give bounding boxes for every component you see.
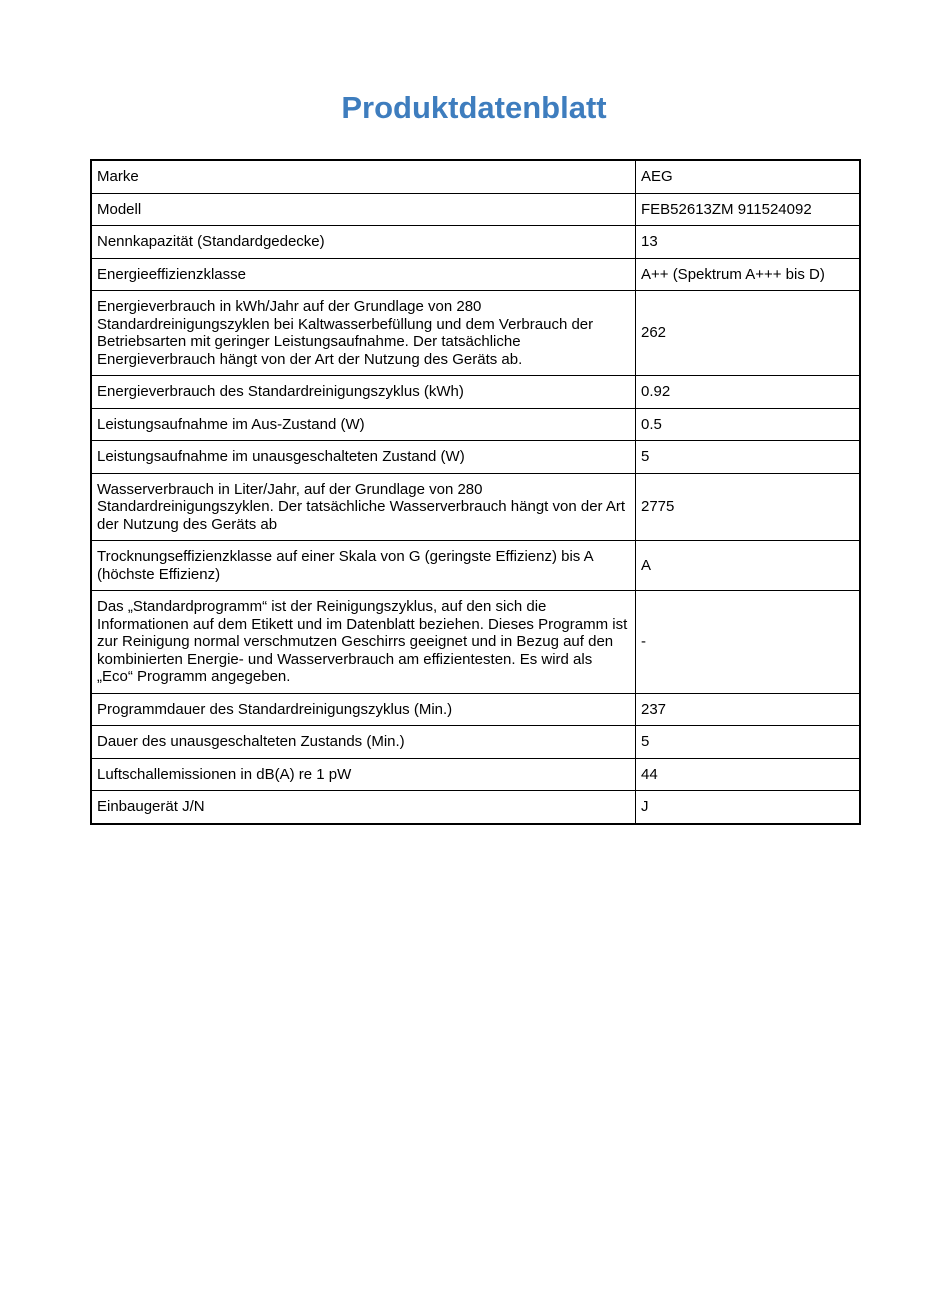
property-label: Dauer des unausgeschalteten Zustands (Min.): [91, 726, 636, 759]
property-value: FEB52613ZM 911524092: [636, 193, 861, 226]
table-row: [91, 591, 860, 694]
property-label: Nennkapazität (Standardgedecke): [91, 226, 636, 259]
property-value: 5: [636, 726, 861, 759]
page-title: Produktdatenblatt: [341, 90, 607, 125]
table-row: [91, 160, 860, 193]
table-row: [91, 726, 860, 759]
property-value: 44: [636, 758, 861, 791]
property-value: 5: [636, 441, 861, 474]
table-row: [91, 441, 860, 474]
table-row: [91, 758, 860, 791]
property-label: Leistungsaufnahme im unausgeschalteten Zustand (W): [91, 441, 636, 474]
property-value: 0.5: [636, 408, 861, 441]
property-value: 0.92: [636, 376, 861, 409]
property-value: 262: [636, 291, 861, 376]
table-row: [91, 291, 860, 376]
property-label: Leistungsaufnahme im Aus-Zustand (W): [91, 408, 636, 441]
property-value: 13: [636, 226, 861, 259]
property-value: J: [636, 791, 861, 824]
property-label: Programmdauer des Standardreinigungszyklus (Min.): [91, 693, 636, 726]
property-label: Trocknungseffizienzklasse auf einer Skala von G (geringste Effizienz) bis A (höchste Effizienz): [91, 541, 636, 591]
table-row: [91, 376, 860, 409]
property-label: Luftschallemissionen in dB(A) re 1 pW: [91, 758, 636, 791]
table-row: [91, 791, 860, 824]
table-row: [91, 408, 860, 441]
property-value: A: [636, 541, 861, 591]
property-label: Wasserverbrauch in Liter/Jahr, auf der Grundlage von 280 Standardreinigungszyklen. Der tatsächliche Wasserverbrauch hängt von der Art der Nutzung des Geräts ab: [91, 473, 636, 541]
property-label: Das „Standardprogramm“ ist der Reinigungszyklus, auf den sich die Informationen auf dem Etikett und im Datenblatt beziehen. Dieses Programm ist zur Reinigung normal verschmutzen Geschirrs geeignet und in Bezug auf den kombinierten Energie- und Wasserverbrauch am effizientesten. Es wird als „Eco“ Programm angegeben.: [91, 591, 636, 694]
property-value: 237: [636, 693, 861, 726]
table-row: [91, 193, 860, 226]
property-label: Einbaugerät J/N: [91, 791, 636, 824]
property-value: 2775: [636, 473, 861, 541]
table-row: [91, 226, 860, 259]
product-datasheet-table: [90, 159, 861, 825]
property-label: Energieverbrauch in kWh/Jahr auf der Grundlage von 280 Standardreinigungszyklen bei Kaltwasserbefüllung und dem Verbrauch der Betriebsarten mit geringer Leistungsaufnahme. Der tatsächliche Energieverbrauch hängt von der Art der Nutzung des Geräts ab.: [91, 291, 636, 376]
property-label: Marke: [91, 160, 636, 193]
table-row: [91, 541, 860, 591]
property-value: -: [636, 591, 861, 694]
table-row: [91, 693, 860, 726]
property-value: AEG: [636, 160, 861, 193]
property-label: Modell: [91, 193, 636, 226]
table-row: [91, 258, 860, 291]
property-label: Energieeffizienzklasse: [91, 258, 636, 291]
table-row: [91, 473, 860, 541]
property-value: A++ (Spektrum A+++ bis D): [636, 258, 861, 291]
property-label: Energieverbrauch des Standardreinigungszyklus (kWh): [91, 376, 636, 409]
